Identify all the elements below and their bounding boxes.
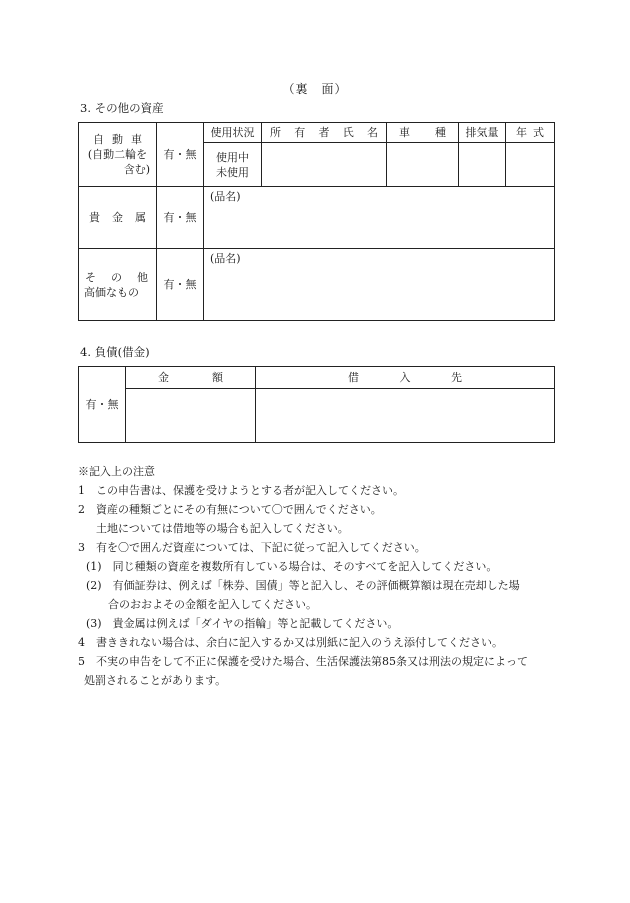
header-displacement: 排気量 (459, 123, 506, 143)
note-item: 5 不実の申告をして不正に保護を受けた場合、生活保護法第85条又は刑法の規定によって (78, 655, 528, 668)
header-model-year: 年 式 (506, 123, 555, 143)
debts-yes-no[interactable]: 有・無 (79, 367, 126, 443)
note-item: 合のおおよその金額を記入してください。 (108, 598, 317, 611)
usage-in-use[interactable]: 使用中 (216, 150, 249, 164)
lender-field[interactable] (256, 389, 555, 443)
notes-section (78, 462, 558, 690)
note-item: (2) 有価証券は、例えば「株券、国債」等と記入し、その評価概算額は現在売却した場 (86, 579, 520, 592)
note-item: 1 この申告書は、保護を受けようとする者が記入してください。 (78, 484, 404, 497)
precious-metal-yes-no[interactable]: 有・無 (157, 187, 204, 249)
note-item: 2 資産の種類ごとにその有無について〇で囲んでください。 (78, 503, 382, 516)
note-item: (3) 貴金属は例えば「ダイヤの指輪」等と記載してください。 (86, 617, 399, 630)
note-item: 処罰されることがあります。 (84, 674, 227, 687)
other-valuables-yes-no[interactable]: 有・無 (157, 249, 204, 321)
usage-options[interactable] (204, 143, 262, 187)
car-row-label (79, 123, 157, 187)
note-item: 土地については借地等の場合も記入してください。 (96, 522, 349, 535)
other-valuables-item-label: (品名) (210, 252, 241, 265)
header-amount: 金 額 (126, 367, 256, 389)
precious-metal-label: 貴 金 属 (79, 187, 157, 249)
usage-not-used[interactable]: 未使用 (216, 165, 249, 179)
section-4-title: 4. 負債(借金) (80, 345, 150, 359)
header-lender: 借 入 先 (256, 367, 555, 389)
notes-title: ※記入上の注意 (78, 465, 155, 478)
precious-metal-item-field[interactable] (204, 187, 555, 249)
precious-metal-item-label: (品名) (210, 190, 241, 203)
car-yes-no[interactable]: 有・無 (157, 123, 204, 187)
note-item: 3 有を〇で囲んだ資産については、下記に従って記入してください。 (78, 541, 426, 554)
page-heading: （裏 面） (282, 82, 348, 96)
other-valuables-label (79, 249, 157, 321)
header-car-type: 車 種 (387, 123, 459, 143)
car-label-line2: (自動二輪を (87, 148, 148, 161)
note-item: 4 書ききれない場合は、余白に記入するか又は別紙に記入のうえ添付してください。 (78, 636, 503, 649)
section-3-title: 3. その他の資産 (80, 101, 164, 115)
car-label-line3: 含む) (123, 163, 150, 176)
model-year-field[interactable] (506, 143, 555, 187)
header-owner-name: 所 有 者 氏 名 (262, 123, 387, 143)
header-usage-status: 使用状況 (204, 123, 262, 143)
note-item: (1) 同じ種類の資産を複数所有している場合は、そのすべてを記入してください。 (86, 560, 498, 573)
other-valuables-item-field[interactable] (204, 249, 555, 321)
other-label-line1: そ の 他 (85, 270, 148, 284)
other-label-line2: 高価なもの (84, 285, 139, 299)
car-label-line1: 自 動 車 (93, 133, 142, 146)
owner-name-field[interactable] (262, 143, 387, 187)
car-type-field[interactable] (387, 143, 459, 187)
displacement-field[interactable] (459, 143, 506, 187)
amount-field[interactable] (126, 389, 256, 443)
other-assets-table (78, 122, 555, 321)
debts-table (78, 366, 555, 443)
